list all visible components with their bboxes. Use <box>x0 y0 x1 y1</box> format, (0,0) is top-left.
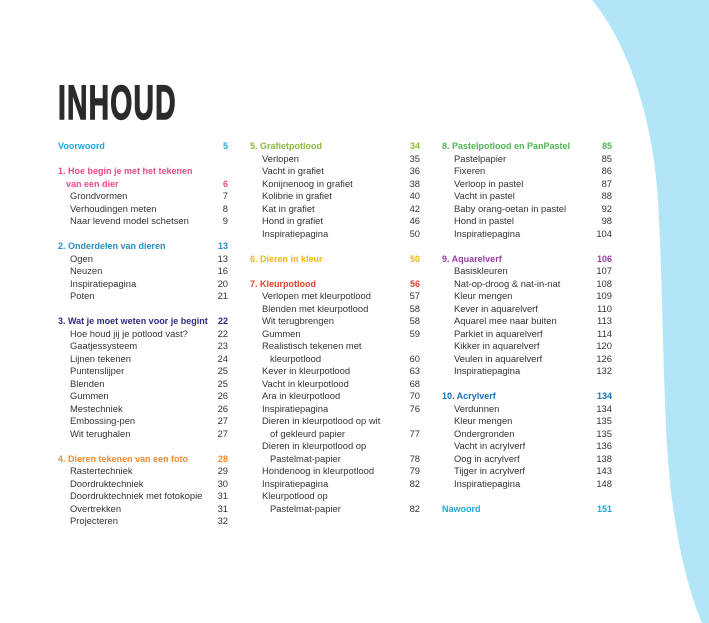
toc-heading-text: Voorwoord <box>58 141 105 151</box>
toc-heading-page: 151 <box>596 503 612 514</box>
toc-item-text: Inspiratiepagina <box>262 227 329 239</box>
toc-item-row <box>442 478 612 491</box>
toc-item-page: 70 <box>409 390 420 401</box>
toc-heading-row <box>442 253 612 266</box>
toc-item-row <box>442 453 612 466</box>
toc-item-page: 63 <box>409 365 420 376</box>
toc-item-text: Ara in kleurpotlood <box>262 390 341 401</box>
toc-heading-row <box>442 503 612 516</box>
toc-item-text: Pastelmat-papier <box>270 502 341 514</box>
toc-item-text: Kat in grafiet <box>262 202 315 214</box>
toc-item-row <box>58 290 228 303</box>
toc-item-text: Kever in kleurpotlood <box>262 365 351 376</box>
toc-heading-row <box>58 240 228 253</box>
toc-item-text: of gekleurd papier <box>270 427 346 439</box>
toc-item-page: 135 <box>596 415 612 426</box>
toc-item-row <box>250 165 420 178</box>
toc-item-row <box>58 190 228 203</box>
toc-item-text: Inspiratiepagina <box>70 277 137 289</box>
toc-item-text: Pastelmat-papier <box>270 452 341 464</box>
toc-heading-page: 6 <box>222 178 228 189</box>
toc-item-row <box>250 353 420 366</box>
toc-item-page: 109 <box>596 290 612 301</box>
toc-item-row <box>58 478 228 491</box>
toc-item-page: 76 <box>409 402 420 414</box>
toc-heading-text: 9. Aquarelverf <box>442 253 502 264</box>
toc-item-row <box>442 178 612 191</box>
toc-item-page: 22 <box>217 327 228 339</box>
toc-item-page: 25 <box>217 377 228 389</box>
toc-item-page: 50 <box>409 227 420 239</box>
toc-item-text: Vacht in acrylverf <box>454 440 526 451</box>
toc-heading-row <box>58 178 228 191</box>
toc-item-page: 29 <box>217 465 228 476</box>
toc-item-page: 35 <box>409 152 420 164</box>
toc-item-row <box>58 515 228 528</box>
toc-item-page: 77 <box>409 427 420 439</box>
toc-item-row <box>250 365 420 378</box>
toc-item-row <box>250 328 420 341</box>
toc-section <box>58 140 228 153</box>
toc-heading-row <box>442 390 612 403</box>
toc-item-row <box>250 440 420 453</box>
toc-item-page: 88 <box>601 190 612 201</box>
toc-item-page: 87 <box>601 177 612 189</box>
toc-item-text: Inspiratiepagina <box>262 477 329 489</box>
toc-item-text: Dieren in kleurpotlood op wit <box>262 415 381 426</box>
toc-item-row <box>58 378 228 391</box>
toc-item-row <box>58 340 228 353</box>
toc-item-text: Ogen <box>70 252 93 264</box>
toc-item-text: Neuzen <box>70 265 103 276</box>
toc-item-row <box>442 203 612 216</box>
toc-item-row <box>58 490 228 503</box>
toc-item-row <box>250 428 420 441</box>
toc-item-page: 59 <box>409 327 420 339</box>
toc-item-row <box>442 278 612 291</box>
toc-item-row <box>58 215 228 228</box>
toc-item-page: 57 <box>409 290 420 301</box>
toc-item-row <box>442 215 612 228</box>
toc-heading-page: 13 <box>217 241 228 251</box>
toc-item-page: 9 <box>222 215 228 226</box>
toc-item-row <box>442 153 612 166</box>
toc-item-page: 36 <box>409 165 420 176</box>
toc-heading-row <box>58 453 228 466</box>
toc-heading-page: 50 <box>409 253 420 264</box>
toc-item-page: 113 <box>597 315 612 326</box>
toc-item-row <box>58 415 228 428</box>
toc-item-row <box>250 340 420 353</box>
toc-heading-text: Nawoord <box>442 503 481 514</box>
toc-item-page: 126 <box>596 352 612 364</box>
toc-item-text: Verloop in pastel <box>454 177 524 189</box>
toc-item-page: 60 <box>409 352 420 364</box>
toc-heading-text: 2. Onderdelen van dieren <box>58 241 166 251</box>
toc-item-row <box>442 340 612 353</box>
toc-item-text: Vacht in pastel <box>454 190 515 201</box>
toc-section <box>58 453 228 528</box>
toc-item-row <box>250 503 420 516</box>
toc-item-text: Hond in grafiet <box>262 215 323 226</box>
toc-item-text: Kleur mengen <box>454 415 513 426</box>
toc-item-row <box>250 178 420 191</box>
toc-item-page: 31 <box>217 490 228 501</box>
toc-item-row <box>442 440 612 453</box>
toc-heading-page: 106 <box>596 253 612 264</box>
toc-item-text: Gummen <box>70 390 109 401</box>
toc-item-text: Lijnen tekenen <box>70 352 131 364</box>
toc-item-page: 68 <box>409 377 420 389</box>
toc-item-text: Realistisch tekenen met <box>262 340 362 351</box>
toc-item-text: Aquarel mee naar buiten <box>454 315 557 326</box>
toc-item-page: 78 <box>409 452 420 464</box>
toc-item-row <box>58 403 228 416</box>
toc-section <box>58 315 228 440</box>
toc-section <box>250 278 420 516</box>
toc-heading-text: 3. Wat je moet weten voor je begint <box>58 316 208 326</box>
toc-item-page: 25 <box>217 365 228 376</box>
toc-item-row <box>442 265 612 278</box>
toc-item-text: Mestechniek <box>70 402 123 414</box>
toc-item-row <box>250 315 420 328</box>
toc-item-page: 26 <box>217 402 228 414</box>
toc-item-text: Kolibrie in grafiet <box>262 190 332 201</box>
toc-item-page: 92 <box>601 202 612 214</box>
toc-item-text: Verlopen <box>262 152 300 164</box>
toc-item-text: Vacht in grafiet <box>262 165 324 176</box>
toc-item-row <box>250 478 420 491</box>
toc-item-page: 32 <box>217 515 228 526</box>
toc-item-text: Basiskleuren <box>454 265 508 276</box>
toc-item-page: 104 <box>596 227 612 239</box>
toc-heading-row <box>250 278 420 291</box>
toc-heading-row <box>58 165 228 178</box>
toc-item-text: Poten <box>70 290 95 301</box>
toc-item-text: Inspiratiepagina <box>454 477 521 489</box>
toc-item-row <box>250 215 420 228</box>
toc-item-text: Kleurpotlood op <box>262 490 328 501</box>
toc-heading-row <box>250 253 420 266</box>
toc-item-row <box>442 465 612 478</box>
toc-item-page: 82 <box>409 502 420 514</box>
toc-item-page: 136 <box>596 440 612 451</box>
toc-heading-page: 28 <box>217 453 228 464</box>
toc-item-page: 114 <box>597 327 612 339</box>
toc-item-text: Projecteren <box>70 515 118 526</box>
toc-item-row <box>250 228 420 241</box>
toc-item-row <box>442 328 612 341</box>
toc-item-row <box>250 415 420 428</box>
toc-item-row <box>58 265 228 278</box>
toc-item-row <box>250 490 420 503</box>
toc-item-text: Nat-op-droog & nat-in-nat <box>454 277 561 289</box>
toc-section <box>442 253 612 378</box>
toc-heading-row <box>250 140 420 153</box>
toc-item-page: 85 <box>601 152 612 164</box>
toc-item-text: Kever in aquarelverf <box>454 302 538 314</box>
toc-item-text: Pastelpapier <box>454 152 507 164</box>
toc-item-text: Kikker in aquarelverf <box>454 340 540 351</box>
toc-item-page: 58 <box>409 302 420 314</box>
toc-item-row <box>250 378 420 391</box>
toc-item-row <box>442 353 612 366</box>
toc-column-2 <box>250 140 420 515</box>
toc-item-page: 7 <box>222 190 228 201</box>
toc-item-row <box>442 228 612 241</box>
toc-item-text: Doordruktechniek <box>70 477 144 489</box>
toc-item-page: 30 <box>217 477 228 489</box>
toc-section <box>58 240 228 303</box>
toc-item-text: Overtrekken <box>70 502 122 514</box>
toc-item-text: Verhoudingen meten <box>70 202 157 214</box>
toc-item-page: 58 <box>409 315 420 326</box>
toc-item-text: Hoe houd jij je potlood vast? <box>70 327 188 339</box>
page-title: INHOUD <box>58 77 177 130</box>
toc-item-row <box>442 403 612 416</box>
toc-column-1 <box>58 140 228 528</box>
toc-item-page: 98 <box>601 215 612 226</box>
toc-item-row <box>442 428 612 441</box>
toc-item-text: Verlopen met kleurpotlood <box>262 290 371 301</box>
toc-item-page: 27 <box>217 415 228 426</box>
toc-item-text: Dieren in kleurpotlood op <box>262 440 367 451</box>
toc-heading-text: 1. Hoe begin je met het tekenen <box>58 166 193 176</box>
toc-heading-text: 5. Grafietpotlood <box>250 141 322 151</box>
toc-item-text: Oog in acrylverf <box>454 452 520 464</box>
toc-item-text: Kleur mengen <box>454 290 513 301</box>
toc-item-row <box>442 415 612 428</box>
toc-item-row <box>58 428 228 441</box>
toc-item-page: 20 <box>217 277 228 289</box>
toc-heading-page: 56 <box>409 278 420 289</box>
toc-item-text: Fixeren <box>454 165 486 176</box>
toc-heading-row <box>442 140 612 153</box>
toc-section <box>442 503 612 516</box>
toc-item-page: 31 <box>217 502 228 514</box>
toc-item-text: Tijger in acrylverf <box>454 465 526 476</box>
toc-item-text: Baby orang-oetan in pastel <box>454 202 567 214</box>
toc-item-row <box>58 465 228 478</box>
toc-item-row <box>250 190 420 203</box>
toc-item-row <box>250 303 420 316</box>
toc-item-page: 40 <box>409 190 420 201</box>
toc-heading-row <box>58 140 228 153</box>
toc-item-page: 42 <box>409 202 420 214</box>
toc-item-page: 148 <box>596 477 612 489</box>
toc-section <box>442 140 612 240</box>
toc-item-text: Gaatjessysteem <box>70 340 138 351</box>
toc-heading-text: 6. Dieren in kleur <box>250 253 323 264</box>
toc-section <box>442 390 612 490</box>
toc-item-page: 26 <box>217 390 228 401</box>
toc-item-text: Wit terugbrengen <box>262 315 334 326</box>
toc-item-text: Hondenoog in kleurpotlood <box>262 465 375 476</box>
toc-item-row <box>250 290 420 303</box>
toc-heading-page: 22 <box>217 316 228 326</box>
toc-item-row <box>442 165 612 178</box>
toc-item-row <box>250 390 420 403</box>
toc-item-page: 38 <box>409 177 420 189</box>
toc-item-text: Grondvormen <box>70 190 128 201</box>
toc-section <box>250 253 420 266</box>
toc-section <box>250 140 420 240</box>
toc-item-row <box>58 203 228 216</box>
toc-heading-page: 34 <box>409 141 420 151</box>
toc-heading-text: 7. Kleurpotlood <box>250 278 316 289</box>
toc-item-page: 132 <box>596 365 612 376</box>
toc-heading-text: 4. Dieren tekenen van een foto <box>58 453 189 464</box>
toc-item-page: 138 <box>596 452 612 464</box>
toc-heading-row <box>58 315 228 328</box>
toc-item-row <box>58 253 228 266</box>
toc-item-row <box>442 315 612 328</box>
toc-item-text: Wit terughalen <box>70 427 131 439</box>
toc-item-page: 8 <box>222 202 228 214</box>
toc-heading-page: 85 <box>601 141 612 151</box>
toc-item-text: kleurpotlood <box>270 352 322 364</box>
toc-item-row <box>58 353 228 366</box>
toc-item-row <box>58 390 228 403</box>
toc-item-page: 16 <box>217 265 228 276</box>
toc-item-row <box>250 465 420 478</box>
toc-item-row <box>442 190 612 203</box>
toc-item-page: 23 <box>217 340 228 351</box>
toc-item-row <box>442 365 612 378</box>
toc-heading-text: 8. Pastelpotlood en PanPastel <box>442 141 571 151</box>
toc-item-text: Embossing-pen <box>70 415 136 426</box>
toc-item-row <box>250 203 420 216</box>
toc-item-row <box>442 303 612 316</box>
toc-item-page: 13 <box>217 252 228 264</box>
toc-item-text: Ondergronden <box>454 427 515 439</box>
toc-item-text: Gummen <box>262 327 301 339</box>
toc-item-text: Naar levend model schetsen <box>70 215 189 226</box>
toc-item-text: Blenden met kleurpotlood <box>262 302 369 314</box>
toc-item-text: Inspiratiepagina <box>262 402 329 414</box>
toc-item-page: 24 <box>217 352 228 364</box>
toc-item-text: Hond in pastel <box>454 215 514 226</box>
toc-item-page: 110 <box>597 302 612 314</box>
toc-item-text: Inspiratiepagina <box>454 227 521 239</box>
toc-item-text: Parkiet in aquarelverf <box>454 327 543 339</box>
toc-section <box>58 165 228 228</box>
toc-heading-text: van een dier <box>66 178 119 189</box>
toc-item-page: 143 <box>596 465 612 476</box>
toc-item-page: 27 <box>217 427 228 439</box>
toc-heading-page: 5 <box>222 141 228 151</box>
toc-item-row <box>58 365 228 378</box>
toc-item-text: Konijnenoog in grafiet <box>262 177 353 189</box>
toc-item-page: 79 <box>409 465 420 476</box>
toc-item-text: Verdunnen <box>454 402 500 414</box>
toc-item-text: Rastertechniek <box>70 465 133 476</box>
toc-item-row <box>250 153 420 166</box>
toc-column-3 <box>442 140 612 515</box>
toc-item-row <box>250 453 420 466</box>
toc-item-row <box>442 290 612 303</box>
toc-item-text: Doordruktechniek met fotokopie <box>70 490 203 501</box>
toc-item-row <box>250 403 420 416</box>
toc-item-text: Inspiratiepagina <box>454 365 521 376</box>
toc-item-text: Blenden <box>70 377 105 389</box>
toc-item-text: Veulen in aquarelverf <box>454 352 543 364</box>
toc-item-page: 108 <box>596 277 612 289</box>
toc-heading-page: 134 <box>596 391 612 401</box>
toc-item-page: 82 <box>409 477 420 489</box>
toc-item-text: Vacht in kleurpotlood <box>262 377 349 389</box>
toc-item-page: 86 <box>601 165 612 176</box>
toc-item-page: 120 <box>596 340 612 351</box>
toc-item-page: 134 <box>596 402 612 414</box>
toc-item-row <box>58 503 228 516</box>
toc-item-page: 107 <box>596 265 612 276</box>
toc-item-page: 46 <box>409 215 420 226</box>
toc-item-row <box>58 328 228 341</box>
toc-item-row <box>58 278 228 291</box>
toc-item-page: 21 <box>217 290 228 301</box>
toc-item-page: 135 <box>596 427 612 439</box>
toc-item-text: Puntenslijper <box>70 365 125 376</box>
toc-heading-text: 10. Acrylverf <box>442 391 496 401</box>
